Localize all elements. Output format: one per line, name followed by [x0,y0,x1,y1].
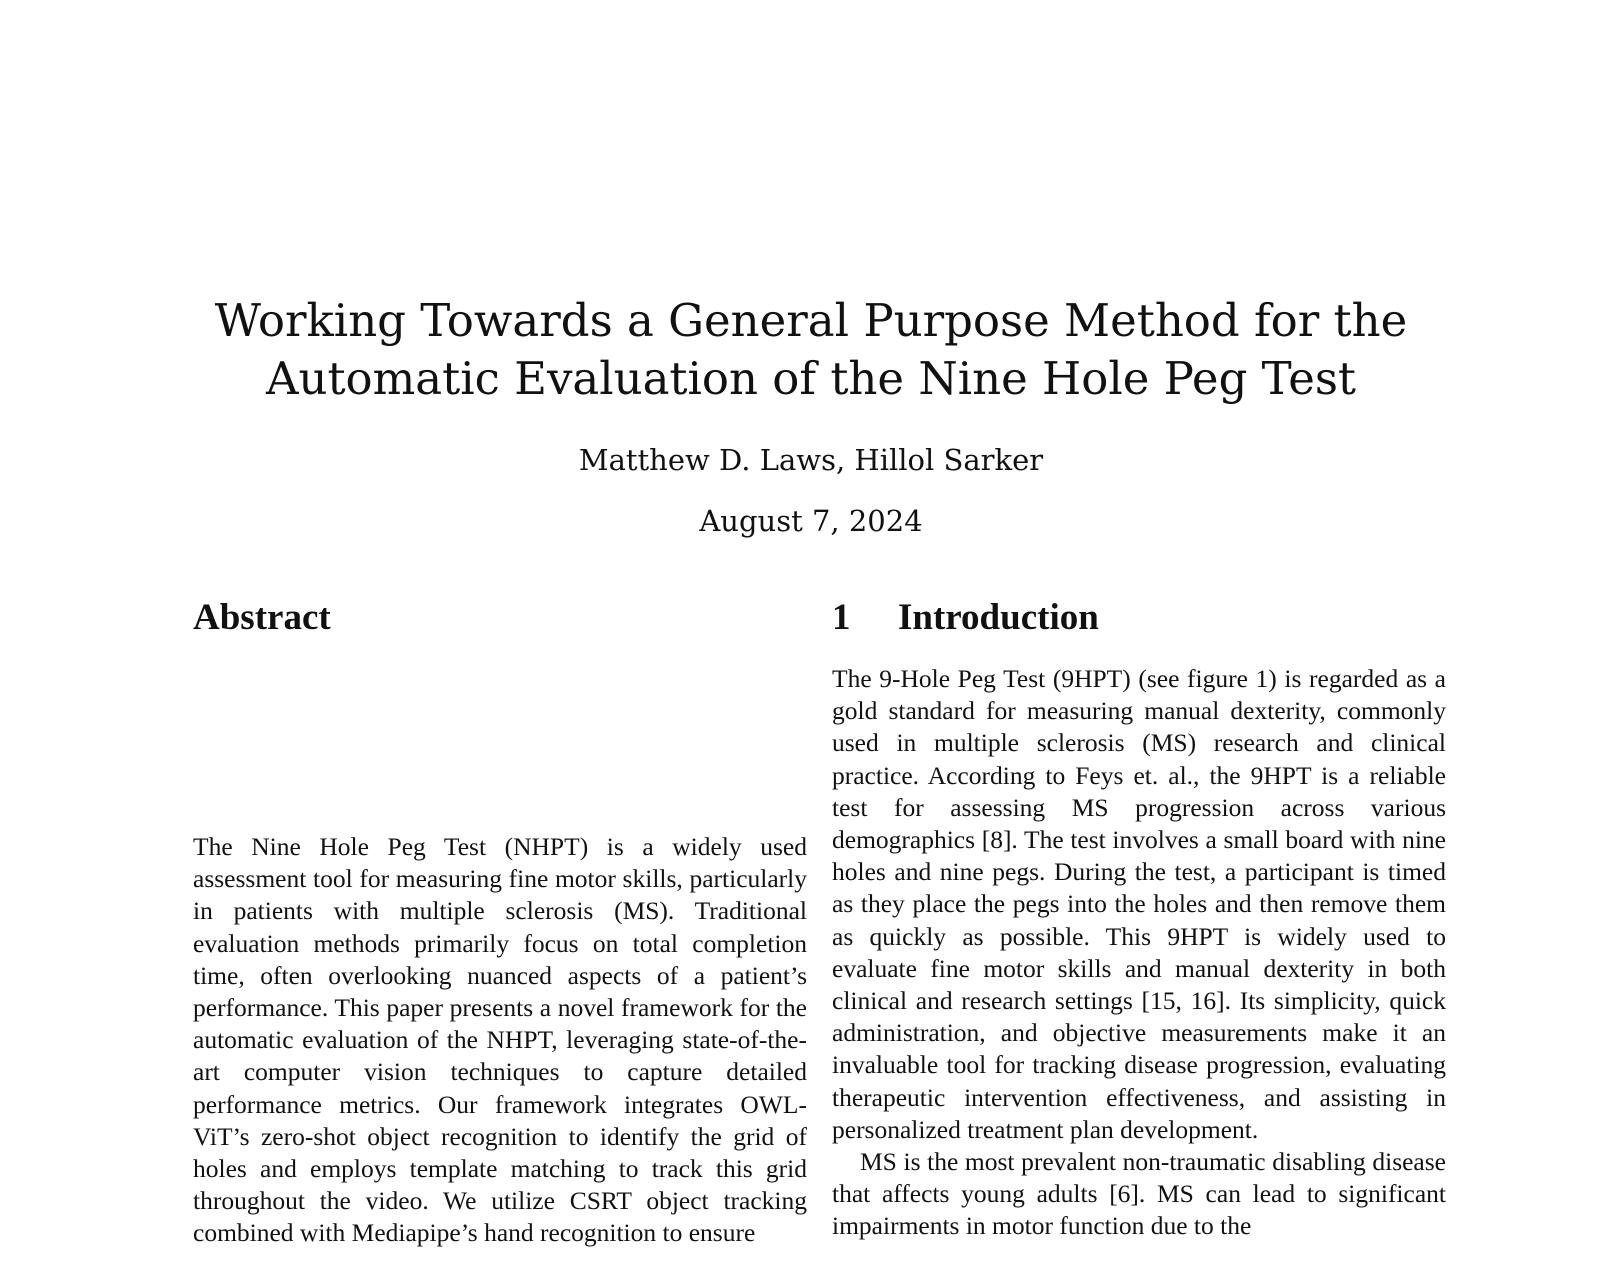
paper-date: August 7, 2024 [699,504,923,538]
introduction-paragraph-2: MS is the most prevalent non-traumatic disabling disease that affects young adults [6]. MS can lead to significant impairments in motor function due to the [832,1147,1446,1241]
abstract-body: The Nine Hole Peg Test (NHPT) is a widely used assessment tool for measuring fine motor skills, particularly in patients with multiple sclerosis (MS). Traditional evaluation methods primarily focus on total completion time, often overlooking nuanced aspects of a patient’s performance. This paper presents a novel framework for the automatic evaluation of the NHPT, leveraging state-of-the-art computer vision techniques to capture detailed performance metrics. Our framework integrates OWL-ViT’s zero-shot object recognition to identify the grid of holes and employs template matching to track this grid throughout the video. We utilize CSRT object tracking combined with Mediapipe’s hand recognition to ensure [193,832,807,1248]
introduction-paragraph-1: The 9-Hole Peg Test (9HPT) (see figure 1) is regarded as a gold standard for measuring manual dexterity, commonly used in multiple sclerosis (MS) research and clinical practice. According to Feys et. al., the 9HPT is a reliable test for assessing MS progression across various demographics [8]. The test involves a small board with nine holes and nine pegs. During the test, a participant is timed as they place the pegs into the holes and then remove them as quickly as possible. This 9HPT is widely used to evaluate fine motor skills and manual dexterity in both clinical and research settings [15, 16]. Its simplicity, quick administration, and objective measurements make it an invaluable tool for tracking disease progression, evaluating therapeutic intervention effectiveness, and assisting in personalized treatment plan development. [832,664,1446,1144]
introduction-heading [832,595,1446,641]
abstract-section [193,595,807,1250]
paper-title: Working Towards a General Purpose Method for the Automatic Evaluation of the Nine Hole Peg Test [214,294,1408,405]
paper-authors: Matthew D. Laws, Hillol Sarker [578,443,1044,477]
section-title: Introduction [898,597,1099,638]
section-number: 1 [832,597,851,638]
introduction-section [832,595,1446,1243]
abstract-heading: Abstract [193,597,331,638]
